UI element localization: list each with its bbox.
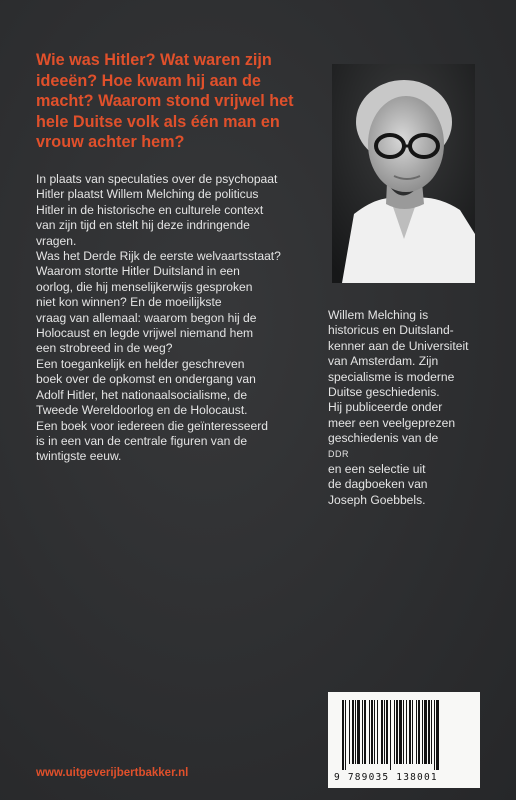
body-line: een strobreed in de weg?	[36, 341, 173, 356]
body-line: Holocaust en legde vrijwel niemand hem	[36, 326, 254, 341]
barcode-bar	[371, 700, 373, 764]
barcode-bar	[394, 700, 395, 764]
question-line: vrouw achter hem?	[36, 133, 185, 151]
author-photo	[332, 64, 475, 283]
body-line: niet kon winnen? En de moeilijkste	[36, 295, 222, 310]
barcode-bar	[390, 700, 391, 770]
barcode-bar	[384, 700, 385, 764]
barcode-bar	[406, 700, 407, 764]
barcode-bar	[362, 700, 363, 764]
barcode-bar	[399, 700, 402, 764]
barcode-bar	[349, 700, 350, 764]
barcode-bar	[345, 700, 346, 770]
barcode-bars	[338, 700, 470, 770]
body-line: vraag van allemaal: waarom begon hij de	[36, 310, 257, 325]
body-line: van zijn tijd en stelt hij deze indringende	[36, 218, 250, 233]
barcode-bar	[355, 700, 356, 764]
barcode-bar	[424, 700, 427, 764]
bio-line: Joseph Goebbels.	[328, 492, 426, 507]
body-line: is in een van de centrale figuren van de	[36, 433, 248, 448]
isbn-number: 9 789035 138001	[334, 772, 438, 783]
barcode-bar	[431, 700, 432, 764]
barcode-bar	[412, 700, 413, 764]
barcode-bar	[409, 700, 411, 764]
body-line: Hitler plaatst Willem Melching de politicus	[36, 187, 259, 202]
body-line: Adolf Hitler, het nationaalsocialisme, de	[36, 387, 248, 402]
bio-line: meer een veelgeprezen	[328, 415, 456, 430]
barcode-bar	[357, 700, 360, 764]
barcode-bar	[396, 700, 398, 764]
barcode-bar	[422, 700, 423, 764]
body-line: boek over de opkomst en ondergang van	[36, 372, 256, 387]
author-bio	[328, 308, 488, 508]
bio-line: Hij publiceerde onder	[328, 400, 443, 415]
bio-line: specialisme is moderne	[328, 369, 455, 384]
question-line: hele Duitse volk als één man en	[36, 112, 280, 131]
barcode-bar	[381, 700, 383, 764]
barcode-bar	[342, 700, 344, 770]
body-line: vragen.	[36, 233, 77, 248]
body-line: Waarom stortte Hitler Duitsland in een	[36, 264, 240, 279]
barcode-bar	[428, 700, 430, 764]
bio-line: geschiedenis van de	[328, 431, 439, 446]
bio-line: Duitse geschiedenis.	[328, 385, 440, 400]
bio-line: kenner aan de Universiteit	[328, 338, 469, 353]
publisher-website[interactable]: www.uitgeverijbertbakker.nl	[36, 767, 189, 779]
barcode-bar	[352, 700, 354, 764]
bio-line: de dagboeken van	[328, 477, 428, 492]
author-portrait-illustration	[332, 64, 475, 283]
bio-line: historicus en Duitsland-	[328, 323, 454, 338]
question-line: macht? Waarom stond vrijwel het	[36, 92, 294, 110]
barcode-bar	[418, 700, 420, 764]
question-line: ideeën? Hoe kwam hij aan de	[36, 71, 261, 90]
barcode-bar	[369, 700, 370, 764]
bio-line: en een selectie uit	[328, 462, 426, 477]
barcode-bar	[434, 700, 435, 770]
barcode-bar	[436, 700, 439, 770]
lead-questions	[36, 50, 326, 153]
barcode-bar	[416, 700, 417, 764]
body-line: In plaats van speculaties over de psychopaat	[36, 172, 278, 186]
isbn-barcode	[328, 692, 480, 788]
body-line: oorlog, die hij menselijkerwijs gesproken	[36, 279, 253, 294]
bio-line-ddr: DDR	[328, 448, 349, 459]
blurb-body	[36, 172, 326, 465]
body-line: Tweede Wereldoorlog en de Holocaust.	[36, 403, 248, 418]
bio-line: van Amsterdam. Zijn	[328, 354, 439, 369]
body-line: Een boek voor iedereen die geïnteresseerd	[36, 418, 268, 433]
question-line: Wie was Hitler? Wat waren zijn	[36, 51, 272, 69]
body-line: Hitler in de historische en culturele context	[36, 202, 264, 217]
body-line: Was het Derde Rijk de eerste welvaartsstaat?	[36, 249, 281, 264]
body-line: Een toegankelijk en helder geschreven	[36, 356, 245, 371]
barcode-bar	[403, 700, 404, 764]
barcode-bar	[386, 700, 388, 764]
bio-line: Willem Melching is	[328, 308, 429, 322]
body-line: twintigste eeuw.	[36, 449, 122, 464]
barcode-bar	[377, 700, 378, 764]
barcode-bar	[374, 700, 375, 764]
barcode-bar	[364, 700, 366, 764]
